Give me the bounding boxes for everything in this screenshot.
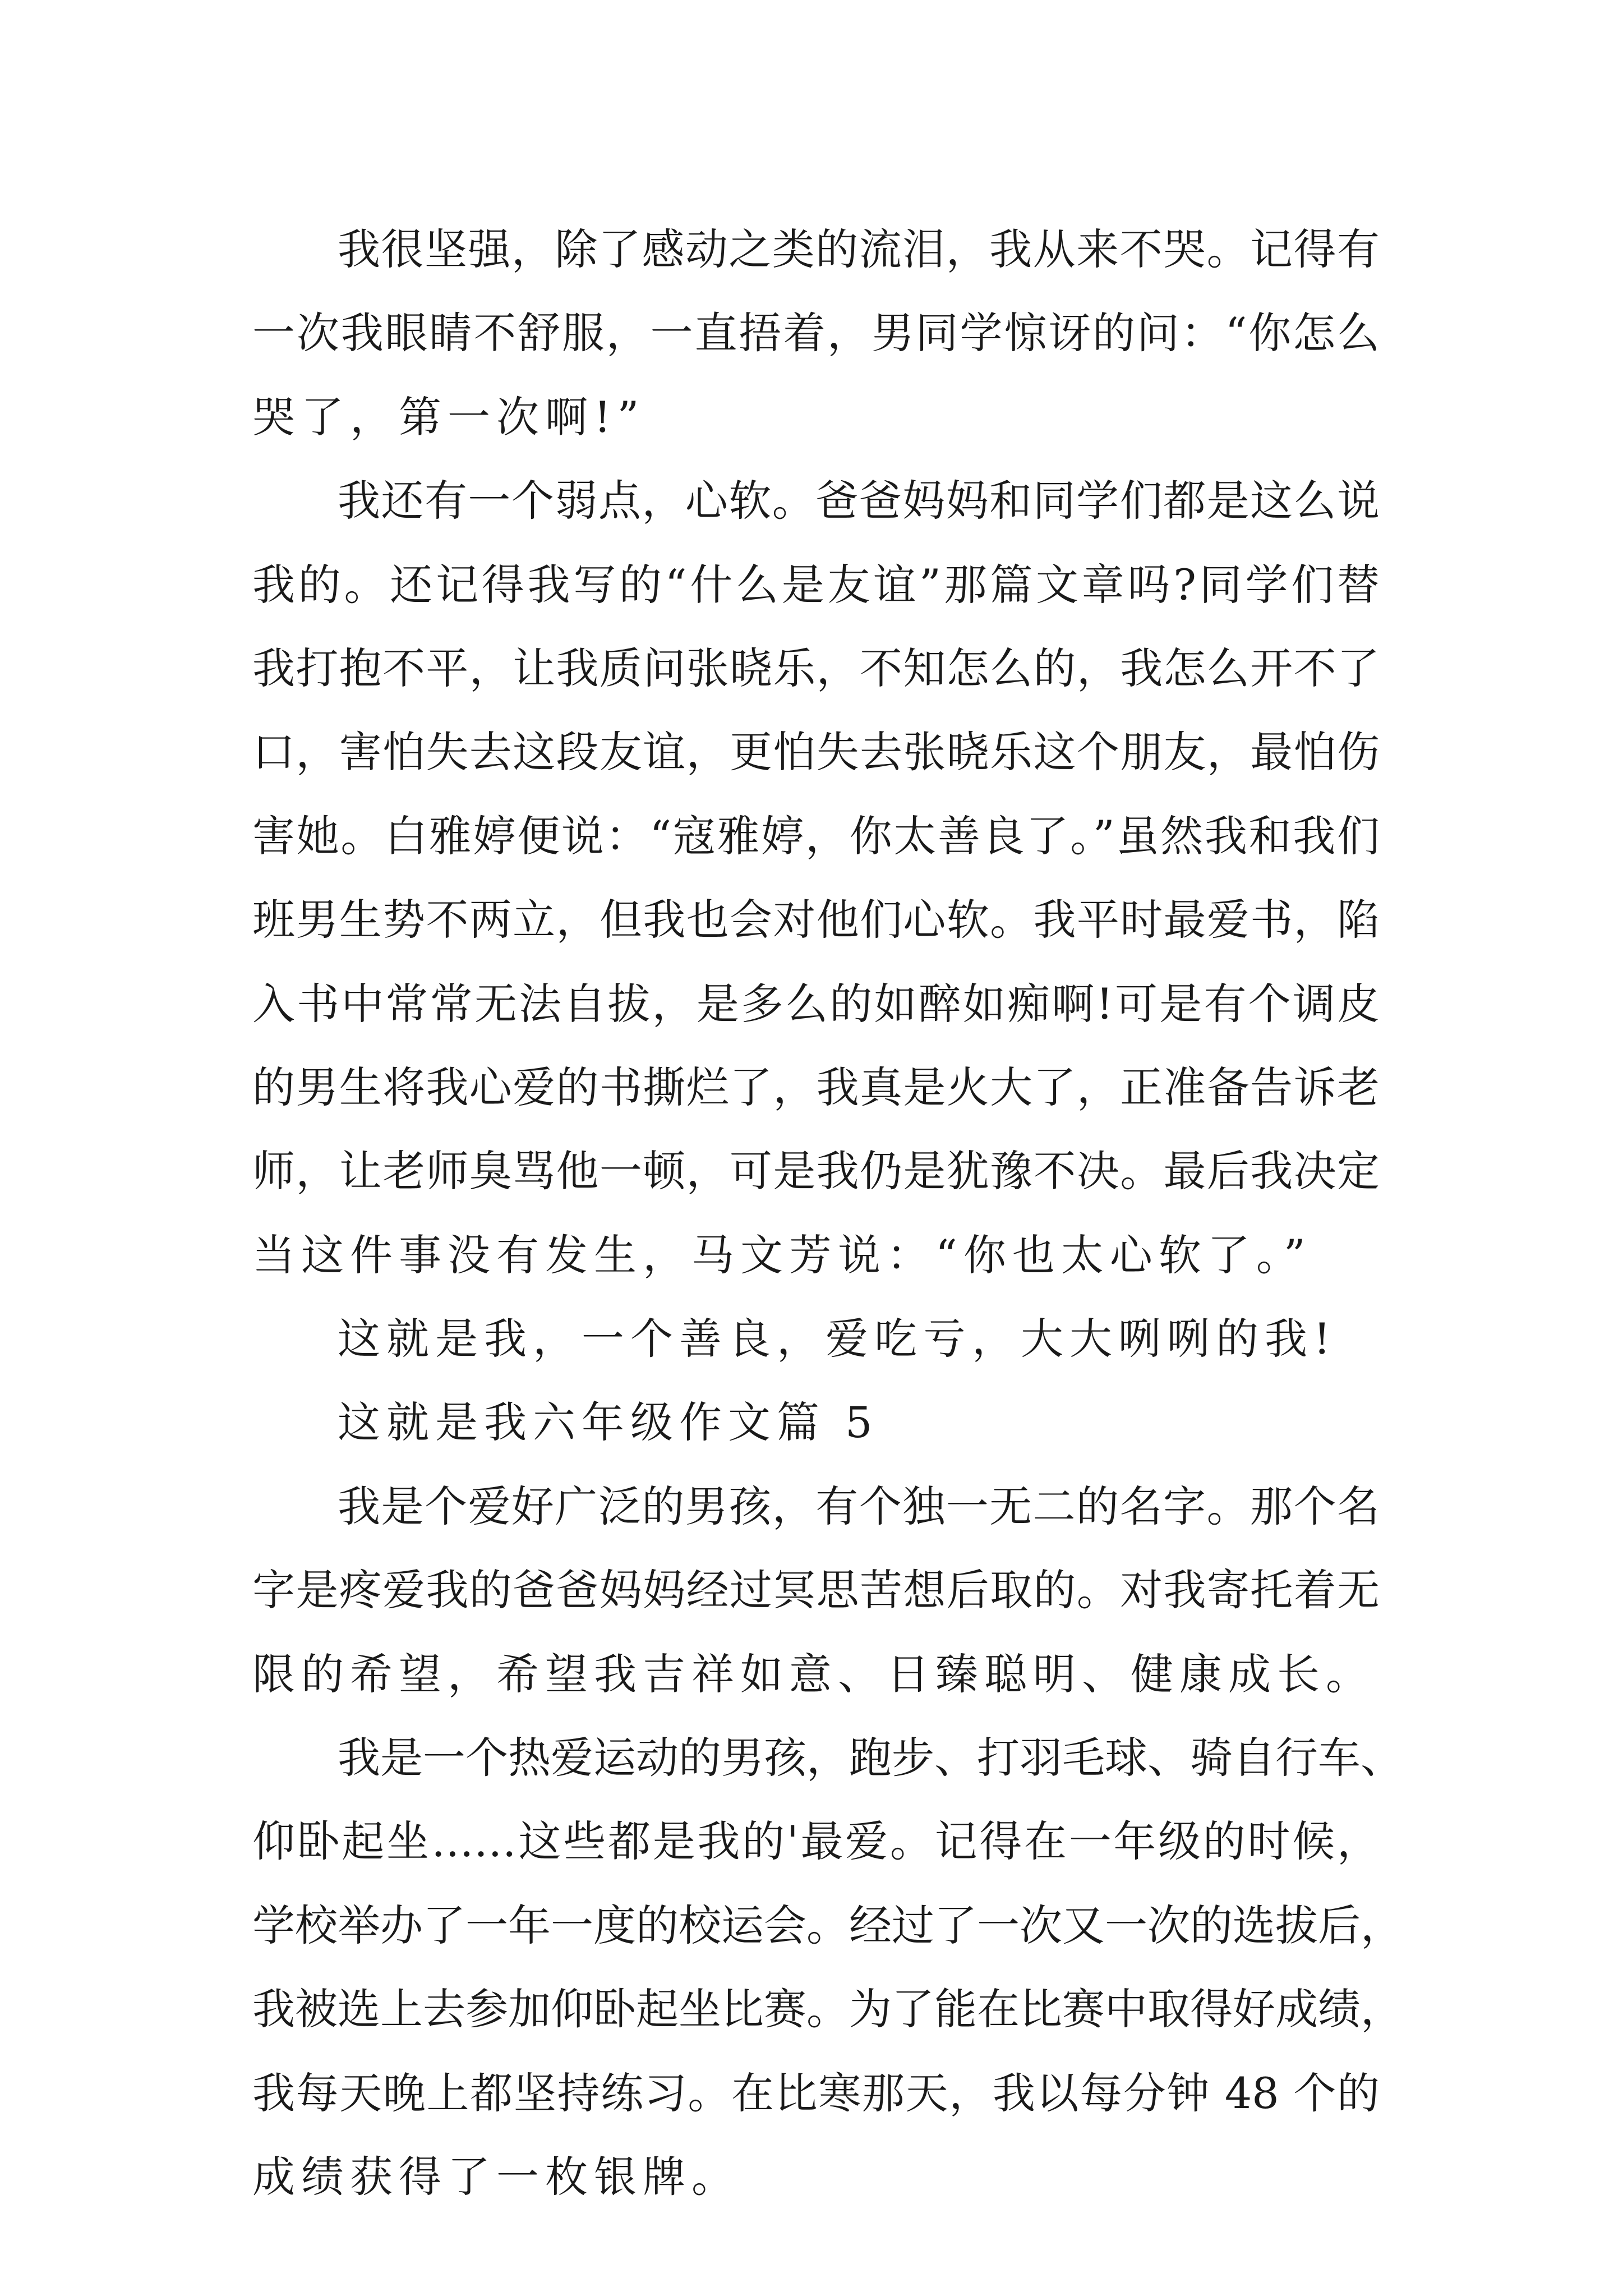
text-line: 害她。白雅婷便说：“寇雅婷，你太善良了。”虽然我和我们 [252, 811, 1380, 861]
text-line: 我还有一个弱点，心软。爸爸妈妈和同学们都是这么说 [338, 476, 1380, 526]
text-line: 这就是我，一个善良，爱吃亏，大大咧咧的我! [338, 1314, 1337, 1364]
text-line: 限的希望，希望我吉祥如意、日臻聪明、健康成长。 [252, 1649, 1375, 1699]
text-line: 哭了，第一次啊!” [252, 392, 645, 442]
text-line: 入书中常常无法自拔，是多么的如醉如痴啊!可是有个调皮 [252, 978, 1380, 1029]
text-line: 学校举办了一年一度的校运会。经过了一次又一次的选拔后， [252, 1900, 1403, 1950]
text-line: 我打抱不平，让我质问张晓乐，不知怎么的，我怎么开不了 [252, 643, 1380, 693]
document-page [252, 208, 1403, 2219]
text-line: 师，让老师臭骂他一顿，可是我仍是犹豫不决。最后我决定 [252, 1146, 1380, 1197]
text-line: 我是个爱好广泛的男孩，有个独一无二的名字。那个名 [338, 1481, 1380, 1531]
text-line: 我每天晚上都坚持练习。在比寒那天，我以每分钟 48 个的 [252, 2068, 1380, 2118]
text-line: 我很坚强，除了感动之类的流泪，我从来不哭。记得有 [338, 224, 1380, 274]
text-line: 我的。还记得我写的“什么是友谊”那篇文章吗?同学们替 [252, 559, 1380, 610]
text-line: 我被选上去参加仰卧起坐比赛。为了能在比赛中取得好成绩， [252, 1984, 1403, 2035]
text-line: 一次我眼睛不舒服，一直捂着，男同学惊讶的问：“你怎么 [252, 308, 1380, 358]
text-line: 成绩获得了一枚银牌。 [252, 2151, 740, 2202]
text-line: 仰卧起坐……这些都是我的'最爱。记得在一年级的时候， [252, 1816, 1380, 1867]
text-line: 这就是我六年级作文篇 5 [338, 1397, 879, 1448]
text-line: 班男生势不两立，但我也会对他们心软。我平时最爱书，陷 [252, 895, 1380, 945]
text-line: 的男生将我心爱的书撕烂了，我真是火大了，正准备告诉老 [252, 1062, 1380, 1112]
text-line: 当这件事没有发生，马文芳说：“你也太心软了。” [252, 1230, 1312, 1280]
text-line: 我是一个热爱运动的男孩，跑步、打羽毛球、骑自行车、 [338, 1733, 1403, 1783]
text-line: 口，害怕失去这段友谊，更怕失去张晓乐这个朋友，最怕伤 [252, 727, 1380, 777]
text-line: 字是疼爱我的爸爸妈妈经过冥思苦想后取的。对我寄托着无 [252, 1565, 1380, 1616]
